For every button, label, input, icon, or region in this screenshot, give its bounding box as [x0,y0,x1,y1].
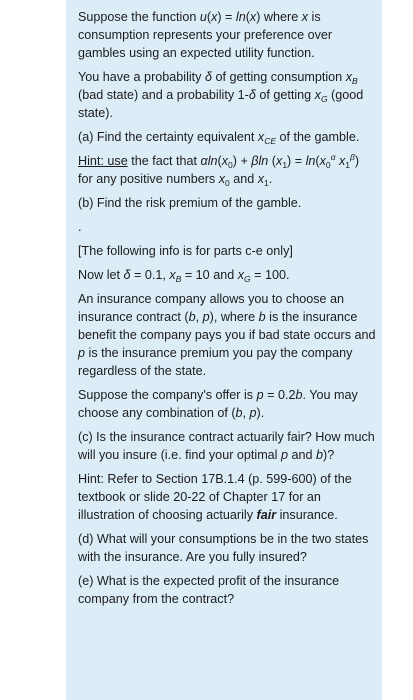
question-text [78,8,376,614]
offer-paragraph: Suppose the company's offer is p = 0.2b. You may choose any combination of (b, p). [78,388,358,420]
intro-paragraph: Suppose the function u(x) = ln(x) where x is consumption represents your preference over gambles using an expected utility function. [78,10,333,60]
parts-ce-note: [The following info is for parts c-e only] [78,244,293,258]
part-b: (b) Find the risk premium of the gamble. [78,196,302,210]
setup-paragraph: You have a probability δ of getting consumption $x_B$ (bad state) and a probability 1-δ of getting $x_G$ (good state). [78,70,364,120]
part-c: (c) Is the insurance contract actuarily fair? How much will you insure (i.e. find your optimal p and b)? [78,430,375,462]
part-d: (d) What will your consumptions be in the two states with the insurance. Are you fully insured? [78,532,369,564]
part-a: (a) Find the certainty equivalent $x_{CE}$ of the gamble. [78,130,360,146]
part-e: (e) What is the expected profit of the insurance company from the contract? [78,574,340,606]
insurance-paragraph: An insurance company allows you to choose an insurance contract (b, p), where b is the insurance benefit the company pays you if bad state occurs and p is the insurance premium you pay the company regardless of the state. [78,292,376,378]
now-let: Now let δ = 0.1, $x_B = 10$ and $x_G = 100$. [78,268,290,284]
hint-c: Hint: Refer to Section 17B.1.4 (p. 599-600) of the textbook or slide 20-22 of Chapter 17 for an illustration of choosing actuarily fair insurance. [78,472,352,522]
hint-a: Hint: use the fact that $\alpha\ln(x_0) + \beta\ln$ $(x_1) = \ln(x_0^\alpha$ $x_1^\beta$) for any positive numbers $x_0$ and $x_1$. [78,151,360,188]
separator-dot: . [78,220,82,234]
